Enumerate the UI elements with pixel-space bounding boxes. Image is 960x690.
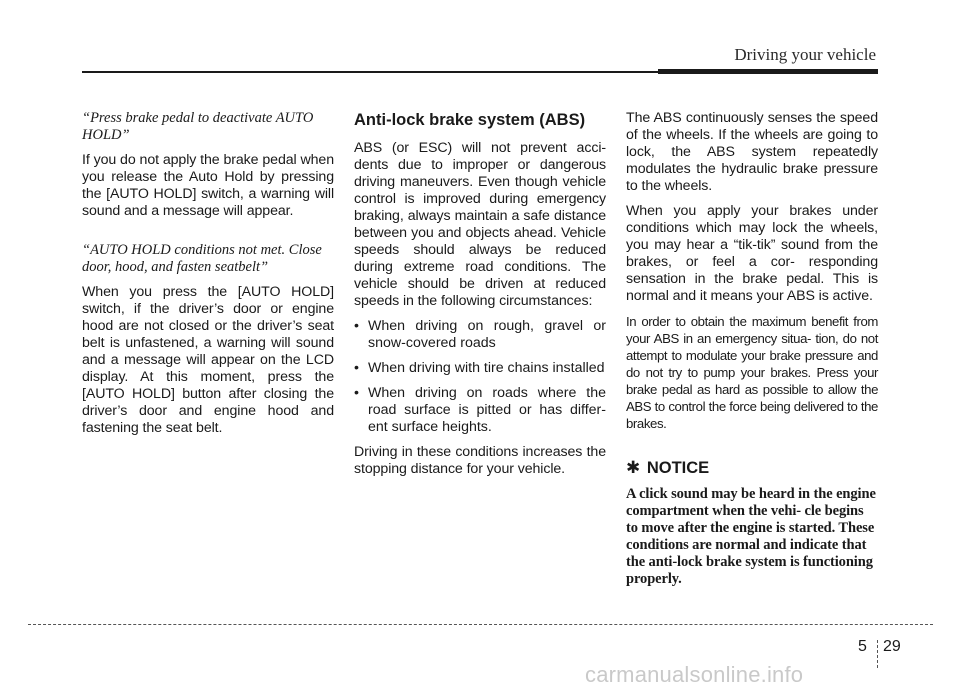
notice-heading — [626, 458, 878, 478]
bullet-list — [354, 318, 606, 436]
list-item: • When driving on rough, gravel or snow-covered roads — [354, 318, 606, 352]
paragraph: ABS (or ESC) will not prevent acci- dents due to improper or dangerous driving maneuvers. Even though vehicle control is improved during emergency braking, always maintain a safe distance between you and objects ahead. Vehicle speeds should always be reduced during extreme road conditions. The vehicle should be driven at reduced speeds in the following circumstances: — [354, 140, 606, 309]
message-heading-auto-hold-conditions: “AUTO HOLD conditions not met. Close door, hood, and fasten seatbelt” — [82, 242, 322, 275]
header-rule — [82, 71, 662, 73]
running-header: Driving your vehicle — [734, 45, 876, 64]
paragraph: If you do not apply the brake pedal when you release the Auto Hold by pressing the [AUTO HOLD] switch, a warning will sound and a message will appear. — [82, 152, 334, 219]
paragraph: The ABS continuously senses the speed of the wheels. If the wheels are going to lock, the ABS system repeatedly modulates the hydraulic brake pressure to the wheels. — [626, 110, 878, 194]
chapter-number: 5 — [858, 638, 867, 655]
paragraph: When you press the [AUTO HOLD] switch, if the driver’s door or engine hood are not closed or the driver’s seat belt is unfastened, a warning will sound and a message will appear on the LCD display. At this moment, press the [AUTO HOLD] button after closing the driver’s door and engine hood and fastening the seat belt. — [82, 284, 334, 436]
notice-text: A click sound may be heard in the engine compartment when the vehi- cle begins to move after the engine is started. These conditions are normal and indicate that the anti-lock brake system is functioning properly. — [626, 486, 876, 587]
column-middle — [354, 110, 606, 486]
watermark: carmanualsonline.info — [585, 662, 804, 687]
paragraph: Driving in these conditions increases the stopping distance for your vehicle. — [354, 444, 606, 477]
footer-divider — [877, 640, 878, 668]
notice-heading-label: NOTICE — [646, 459, 710, 477]
column-right — [626, 110, 878, 588]
column-left — [82, 110, 334, 445]
paragraph: In order to obtain the maximum benefit from your ABS in an emergency situa- tion, do not attempt to modulate your brake pressure and do not try to pump your brakes. Press your brake pedal as hard as possible to allow the ABS to control the force being delivered to the brakes. — [626, 314, 878, 431]
list-item: • When driving on roads where the road surface is pitted or has differ- ent surface heights. — [354, 385, 606, 436]
notice-star-icon: ✱ — [626, 458, 641, 477]
paragraph: When you apply your brakes under conditions which may lock the wheels, you may hear a “tik-tik” sound from the brakes, or feel a cor- responding sensation in the brake pedal. This is normal and it means your ABS is active. — [626, 203, 878, 304]
list-item: • When driving with tire chains installed — [354, 360, 606, 377]
page-number: 29 — [883, 638, 901, 655]
footer-rule — [28, 624, 933, 625]
section-heading-abs: Anti-lock brake system (ABS) — [354, 111, 586, 129]
message-heading-auto-hold-deactivate: “Press brake pedal to deactivate AUTO HOLD” — [82, 110, 314, 143]
header-rule-accent — [658, 69, 878, 74]
